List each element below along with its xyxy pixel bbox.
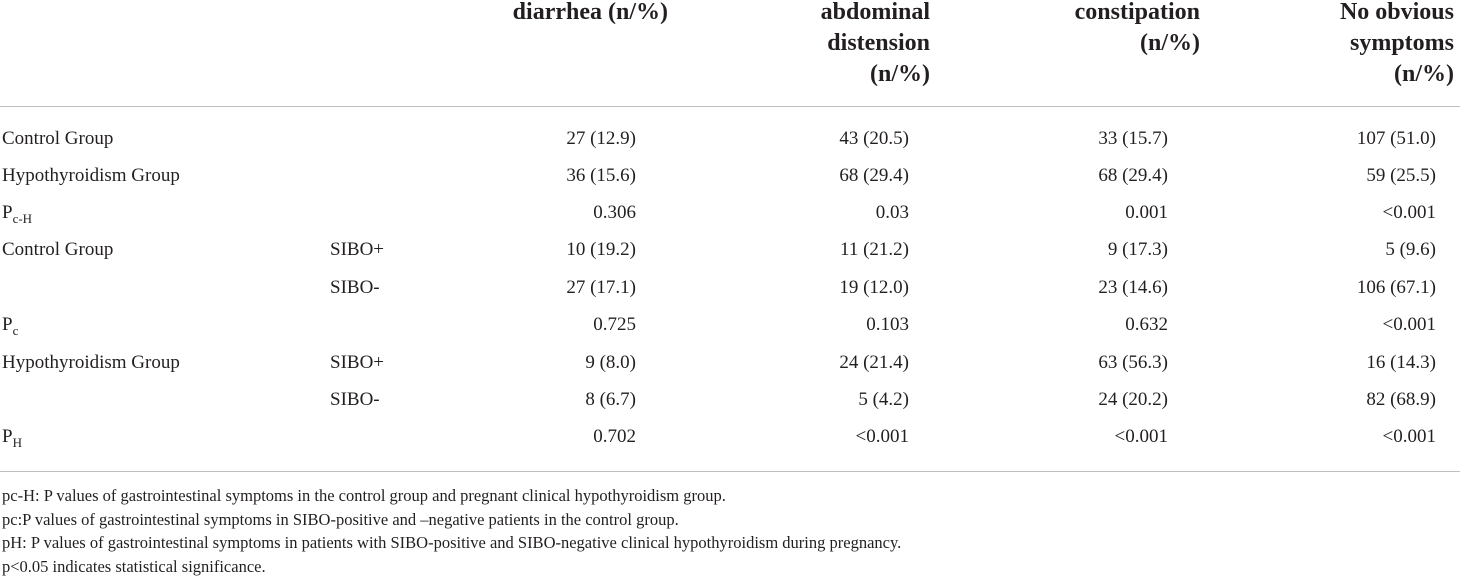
footnote-significance: p<0.05 indicates statistical significance. bbox=[2, 556, 266, 576]
table-cell: 59 (25.5) bbox=[1366, 165, 1436, 186]
table-cell: 0.632 bbox=[1125, 314, 1168, 335]
table-cell: 24 (21.4) bbox=[839, 352, 909, 373]
row-subgroup: SIBO+ bbox=[330, 352, 385, 373]
row-label: Control Group bbox=[2, 128, 114, 149]
table-cell: 106 (67.1) bbox=[1356, 277, 1436, 298]
table-row bbox=[0, 345, 1460, 382]
table-cell: 10 (19.2) bbox=[566, 239, 636, 260]
table-row bbox=[0, 270, 1460, 307]
header-divider bbox=[0, 106, 1460, 107]
table-cell: 107 (51.0) bbox=[1356, 128, 1436, 149]
table-cell: 9 (8.0) bbox=[585, 352, 636, 373]
footnote-pc-h: pc-H: P values of gastrointestinal symptoms in the control group and pregnant clinical hypothyroidism group. bbox=[2, 486, 726, 505]
table-row bbox=[0, 307, 1460, 344]
table-row bbox=[0, 121, 1460, 158]
table-cell: 19 (12.0) bbox=[839, 277, 909, 298]
table-cell: 11 (21.2) bbox=[840, 239, 909, 260]
table-cell: 68 (29.4) bbox=[839, 165, 909, 186]
table-row bbox=[0, 382, 1460, 419]
table-cell: 0.725 bbox=[593, 314, 636, 335]
table-cell: <0.001 bbox=[1382, 426, 1436, 447]
table-cell: 9 (17.3) bbox=[1107, 239, 1168, 260]
table-cell: 68 (29.4) bbox=[1098, 165, 1168, 186]
table-cell: <0.001 bbox=[1382, 202, 1436, 223]
table-footnotes bbox=[2, 484, 901, 578]
row-label: Hypothyroidism Group bbox=[2, 165, 180, 186]
table-row bbox=[0, 195, 1460, 232]
table-cell: 0.306 bbox=[593, 202, 636, 223]
table-cell: 24 (20.2) bbox=[1098, 389, 1168, 410]
table-cell: 0.702 bbox=[593, 426, 636, 447]
column-header-no-obvious-symptoms: No obvious symptoms (n/%) bbox=[1339, 0, 1454, 87]
table-row bbox=[0, 158, 1460, 195]
row-label: Control Group bbox=[2, 239, 114, 260]
row-subgroup: SIBO- bbox=[330, 277, 380, 298]
row-label: $P_H$ bbox=[2, 426, 22, 450]
footnote-ph: pH: P values of gastrointestinal symptoms in patients with SIBO-positive and SIBO-negative clinical hypothyroidism during pregnancy. bbox=[2, 533, 902, 552]
table-cell: 5 (9.6) bbox=[1385, 239, 1436, 260]
table-header bbox=[0, 0, 1460, 106]
table-cell: 82 (68.9) bbox=[1366, 389, 1436, 410]
table-cell: 33 (15.7) bbox=[1098, 128, 1168, 149]
row-label: Hypothyroidism Group bbox=[2, 352, 180, 373]
table-cell: 27 (17.1) bbox=[566, 277, 636, 298]
table-cell: 16 (14.3) bbox=[1366, 352, 1436, 373]
table-cell: <0.001 bbox=[855, 426, 909, 447]
table-cell: 8 (6.7) bbox=[585, 389, 636, 410]
table-row bbox=[0, 232, 1460, 269]
column-header-diarrhea: diarrhea (n/%) bbox=[512, 0, 668, 25]
row-label: $P_c$ bbox=[2, 314, 19, 338]
footer-divider bbox=[0, 471, 1460, 472]
footnote-pc: pc:P values of gastrointestinal symptoms in SIBO-positive and –negative patients in the control group. bbox=[2, 509, 679, 529]
column-header-abdominal-distension: abdominal distension (n/%) bbox=[820, 0, 930, 87]
table-cell: 23 (14.6) bbox=[1098, 277, 1168, 298]
table-cell: <0.001 bbox=[1114, 426, 1168, 447]
column-header-constipation: constipation (n/%) bbox=[1074, 0, 1200, 56]
table-cell: 63 (56.3) bbox=[1098, 352, 1168, 373]
row-subgroup: SIBO- bbox=[330, 389, 380, 410]
table-cell: 27 (12.9) bbox=[566, 128, 636, 149]
table-cell: 36 (15.6) bbox=[566, 165, 636, 186]
table-row bbox=[0, 419, 1460, 456]
table-cell: 0.03 bbox=[875, 202, 909, 223]
row-subgroup: SIBO+ bbox=[330, 239, 385, 260]
table-cell: 43 (20.5) bbox=[839, 128, 909, 149]
table-cell: 0.103 bbox=[866, 314, 909, 335]
table-cell: <0.001 bbox=[1382, 314, 1436, 335]
table-cell: 0.001 bbox=[1125, 202, 1168, 223]
row-label: $P_{c-H}$ bbox=[2, 202, 33, 226]
table-cell: 5 (4.2) bbox=[858, 389, 909, 410]
